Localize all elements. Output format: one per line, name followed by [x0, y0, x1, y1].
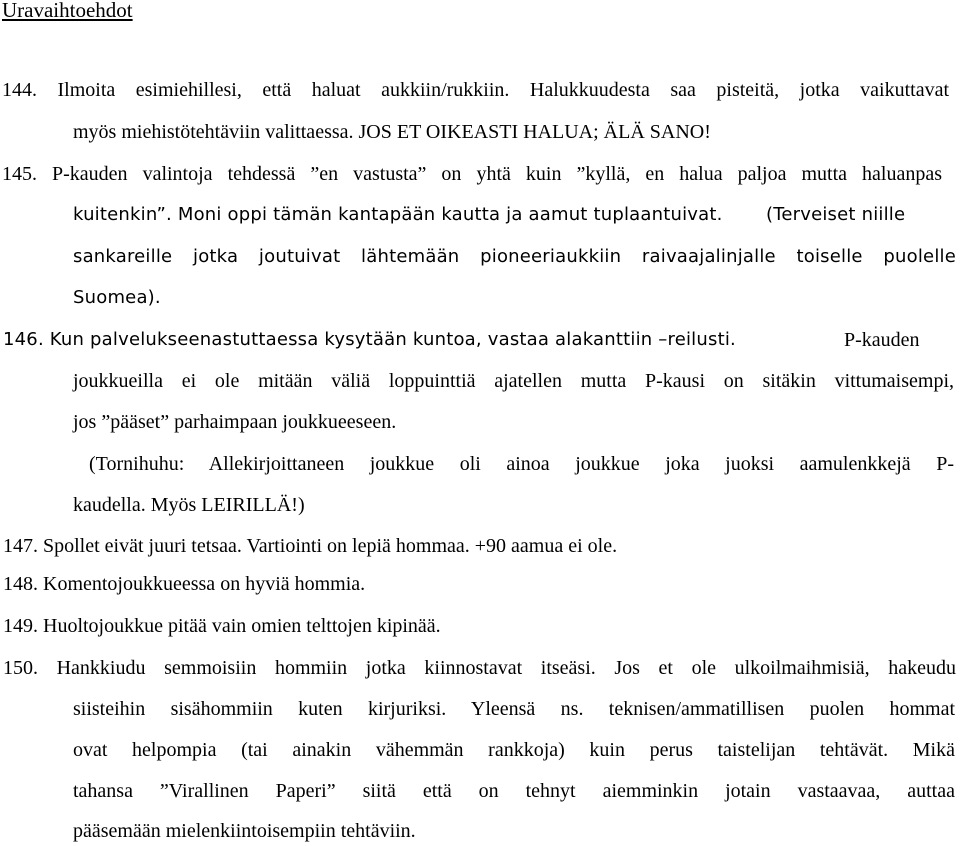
text-line: kuitenkin”. Moni oppi tämän kantapään kautta ja aamut tuplaantuivat. [73, 204, 723, 225]
text-line: joukkueilla ei ole mitään väliä loppuinttiä ajatellen mutta P-kausi on sitäkin vittumaisempi, [73, 370, 954, 392]
document-heading: Uravaihtoehdot [2, 0, 133, 22]
text-line: 148. Komentojoukkueessa on hyviä hommia. [3, 573, 366, 595]
text-line: 146. Kun palvelukseenastuttaessa kysytään kuntoa, vastaa alakanttiin –reilusti. [3, 329, 736, 350]
text-line: ovat helpompia (tai ainakin vähemmän rankkoja) kuin perus taistelijan tehtävät. Mikä [73, 739, 955, 761]
text-line: sankareille jotka joutuivat lähtemään pioneeriaukkiin raivaajalinjalle toiselle puolelle [73, 246, 956, 267]
text-line: siisteihin sisähommiin kuten kirjuriksi. Yleensä ns. teknisen/ammatillisen puolen hommat [73, 698, 955, 720]
text-line: 147. Spollet eivät juuri tetsaa. Vartiointi on lepiä hommaa. +90 aamua ei ole. [3, 535, 618, 557]
text-line: Suomea). [73, 287, 161, 308]
text-line: pääsemään mielenkiintoisempiin tehtäviin. [73, 820, 416, 842]
text-line: jos ”pääset” parhaimpaan joukkueeseen. [73, 411, 397, 433]
text-line: 144. Ilmoita esimiehillesi, että haluat aukkiin/rukkiin. Halukkuudesta saa pisteitä, jotka vaikuttavat [2, 79, 949, 101]
text-line: P-kauden [844, 329, 920, 351]
text-line: myös miehistötehtäviin valittaessa. JOS ET OIKEASTI HALUA; ÄLÄ SANO! [73, 121, 711, 143]
text-line: tahansa ”Virallinen Paperi” siitä että on tehnyt aiemminkin jotain vastaavaa, auttaa [73, 780, 955, 802]
text-line: 149. Huoltojoukkue pitää vain omien telttojen kipinää. [3, 615, 441, 637]
text-line: (Terveiset niille [766, 204, 906, 225]
text-line: 150. Hankkiudu semmoisiin hommiin jotka kiinnostavat itseäsi. Jos et ole ulkoilmaihmisiä, hakeudu [3, 657, 956, 679]
text-line: (Tornihuhu: Allekirjoittaneen joukkue oli ainoa joukkue joka juoksi aamulenkkejä P- [89, 453, 954, 475]
text-line: 145. P-kauden valintoja tehdessä ”en vastusta” on yhtä kuin ”kyllä, en halua paljoa mutta haluanpas [2, 163, 942, 185]
text-line: kaudella. Myös LEIRILLÄ!) [73, 494, 305, 516]
